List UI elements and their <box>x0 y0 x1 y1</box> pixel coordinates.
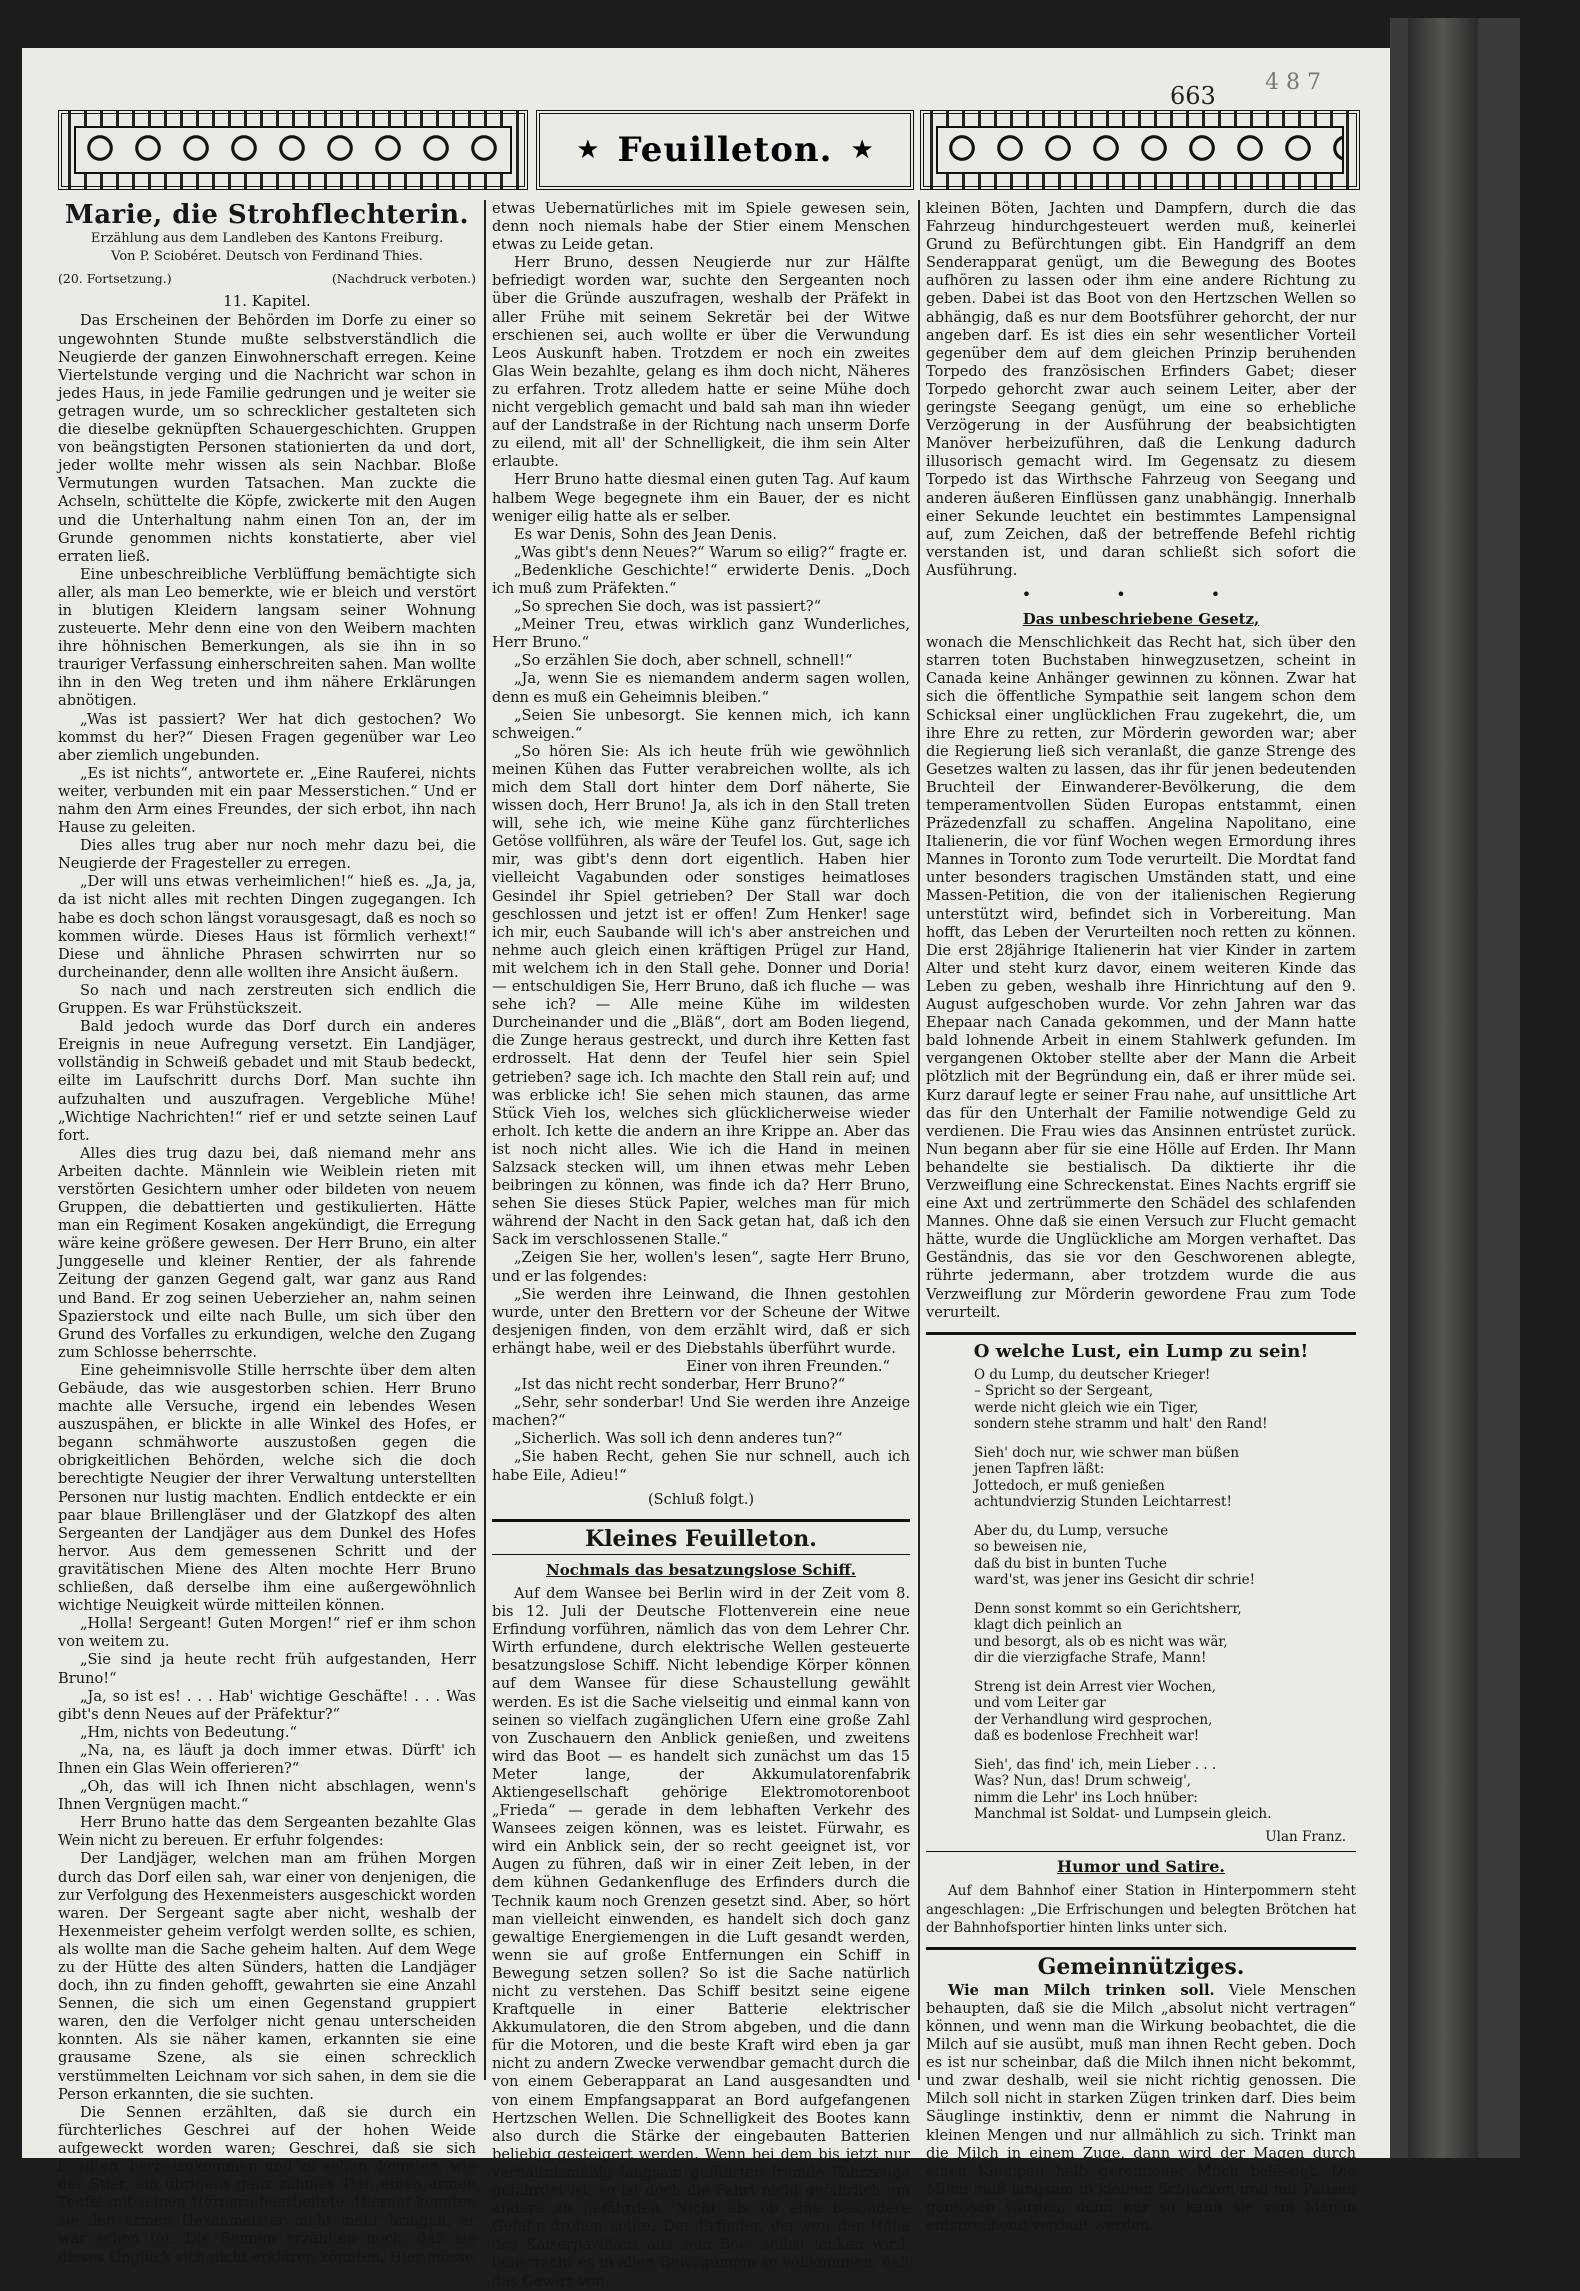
paragraph: „Hm, nichts von Bedeutung.“ <box>80 1723 297 1741</box>
poem-title: O welche Lust, ein Lump zu sein! <box>973 1340 1309 1362</box>
paragraph: „Meiner Treu, etwas wirklich ganz Wunderliches, Herr Bruno.“ <box>492 616 910 652</box>
book-spine <box>1390 18 1520 2158</box>
story-title: Marie, die Strohflechterin. <box>64 200 470 230</box>
poem-stanza <box>974 1757 1356 1823</box>
story-meta <box>58 270 476 288</box>
paragraph: „Sehr, sehr sonderbar! Und Sie werden ihre Anzeige machen?“ <box>492 1394 910 1430</box>
poem-stanza <box>974 1445 1356 1511</box>
paragraph: „Bedenkliche Geschichte!“ erwiderte Denis. „Doch ich muß zum Präfekten.“ <box>492 561 910 597</box>
column-2 <box>492 200 910 2291</box>
paragraph: „Der will uns etwas verheimlichen!“ hieß es. „Ja, ja, da ist nicht alles mit rechten Dingen zugegangen. Ich habe es doch schon längst vorausgesagt, daß es noch so kommen würde. Dieses Haus ist förmlich verhext!“ Diese und ähnliche Phrasen schwirrten nur so durcheinander, denn alle wollten ihre Ansicht äußern. <box>58 873 476 981</box>
poem-line: werde nicht gleich wie ein Tiger, <box>974 1399 1199 1416</box>
poem-line: Sieh' doch nur, wie schwer man büßen <box>974 1444 1240 1461</box>
paragraph: etwas Uebernatürliches mit im Spiele gewesen sein, denn noch niemals habe der Stier einem Menschen etwas zu Leide getan. <box>492 200 910 254</box>
poem-line: nimm die Lehr' ins Loch hnüber: <box>974 1789 1198 1806</box>
paragraph: kleinen Böten, Jachten und Dampfern, durch die das Fahrzeug hindurchgesteuert werden muß, keinerlei Grund zu Befürchtungen gibt. Ein Handgriff an dem Senderapparat genügt, um die Bewegung des Bootes aufhören zu lassen oder ihm eine andere Richtung zu geben. Dabei ist das Boot von den Hertzschen Wellen so abhängig, daß es nur dem Bootsführer gehorcht, der nur angeben darf. Es ist dies ein sehr wesentlicher Vorteil gegenüber dem auf dem gleichen Prinzip beruhenden Torpedo des französischen Erfinders Gabet; dieser Torpedo gehorcht zwar auch seinem Leiter, aber der geringste Seegang genügt, um eine so erhebliche Verzögerung in der Ausführung der beabsichtigten Manöver herbeizuführen, daß die Lenkung dadurch illusorisch gemacht wird. Im Gegensatz zu diesem Torpedo ist das Wirthsche Fahrzeug von Seegang und anderen äußeren Einflüssen ganz unabhängig. Innerhalb einer Sekunde leuchtet ein bestimmtes Lampensignal auf, zum Zeichen, daß der betreffende Befehl richtig verstanden ist, und daran schließt sich sofort die Ausführung. <box>926 200 1356 579</box>
poem-line: Jottedoch, er muß genießen <box>974 1477 1165 1494</box>
separator-dots: • • • <box>1021 584 1261 604</box>
gesetz-title: Das unbeschriebene Gesetz, <box>1022 610 1260 629</box>
gemein-lead: Wie man Milch trinken soll. <box>948 1981 1215 1999</box>
poem-line: – Spricht so der Sergeant, <box>974 1383 1154 1400</box>
paragraph: Herr Bruno hatte diesmal einen guten Tag. Auf kaum halbem Wege begegnete ihm ein Bauer, der es nicht weniger eilig hatte als er selber. <box>492 471 910 525</box>
paragraph: „Es ist nichts“, antwortete er. „Eine Rauferei, nichts weiter, verbunden mit ein paar Messerstichen.“ Und er nahm den Arm eines Freundes, der sich erbot, ihn nach Hause zu geleiten. <box>58 764 476 837</box>
poem-line: dir die vierzigfache Strafe, Mann! <box>974 1650 1207 1667</box>
poem-line: Aber du, du Lump, versuche <box>974 1522 1169 1539</box>
column-1 <box>58 200 476 2267</box>
article-title: Nochmals das besatzungslose Schiff. <box>546 1560 856 1579</box>
poem-line: daß du bist in bunten Tuche <box>974 1555 1167 1572</box>
story-byline: Von P. Sciobéret. Deutsch von Ferdinand Thies. <box>111 249 423 265</box>
star-icon: ★ <box>850 135 874 165</box>
rights-note: (Nachdruck verboten.) <box>331 271 476 287</box>
paragraph: Das Erscheinen der Behörden im Dorfe zu einer so ungewohnten Stunde mußte selbstverständlich die Neugierde der ganzen Einwohnerschaft erregen. Keine Viertelstunde verging und die Nachricht war schon in jedes Haus, in jede Familie gedrungen und je weiter sie getragen wurde, um so schrecklicher gestalteten sich die dieselbe geknüpften Schauergeschichten. Gruppen von beängstigten Personen stationierten da und dort, jeder wollte mehr wissen als sein Nachbar. Bloße Vermutungen wurden Tatsachen. Man zuckte die Achseln, schüttelte die Köpfe, zwickerte mit den Augen und die Unterhaltung nahm einen Ton an, der im Grunde genommen nichts konstatierte, aber viel erraten ließ. <box>58 312 476 565</box>
paragraph: „Sie haben Recht, gehen Sie nur schnell, auch ich habe Eile, Adieu!“ <box>492 1448 910 1484</box>
poem-line: Was? Nun, das! Drum schweig', <box>974 1773 1192 1790</box>
section-divider <box>926 1332 1356 1335</box>
column-rule <box>918 200 920 2080</box>
paragraph: „Ist das nicht recht sonderbar, Herr Bruno?“ <box>514 1376 846 1394</box>
poem-line: daß es bodenlose Frechheit war! <box>974 1728 1200 1745</box>
poem-line: Streng ist dein Arrest vier Wochen, <box>974 1678 1216 1695</box>
star-icon: ★ <box>576 135 600 165</box>
paragraph: „Seien Sie unbesorgt. Sie kennen mich, ich kann schweigen.“ <box>492 706 910 742</box>
feuilleton-header <box>58 110 1358 186</box>
paragraph: Eine unbeschreibliche Verblüffung bemächtigte sich aller, als man Leo bemerkte, wie er bleich und verstört in blutigen Kleidern langsam seiner Wohnung zusteuerte. Mehr denn eine von den Weibern machten ihre höhnischen Bemerkungen, als sie ihn in so trauriger Verfassung einherschreiten sahen. Man wollte ihn in den Weg treten und ihm nähere Erklärungen abnötigen. <box>58 565 476 710</box>
gemein-text: Viele Menschen behaupten, daß sie die Milch „absolut nicht vertragen“ können, und wenn man die Wirkung beobachtet, die die Milch auf sie ausübt, muß man ihnen Recht geben. Doch es ist nur scheinbar, daß die Milch ihnen nicht bekommt, und zwar deshalb, weil sie nicht richtig genossen. Die Milch soll nicht in starken Zügen trinken darf. Dies beim Säuglinge instinktiv, denn er nimmt die Nahrung in kleinen Mengen und nur allmählich zu sich. Trinkt man die Milch in einem Zuge, dann wird der Magen durch einen Klumpen halb geronnener Milch belästigt. Die Milch muß langsam in kleinen Schlucken und mit Pausen genossen werden, denn nur so kann sie vom Magen entsprechend verdaut werden. <box>926 1981 1357 2234</box>
paragraph: Der Landjäger, welchen man am frühen Morgen durch das Dorf eilen sah, war einer von denjenigen, die zur Verfolgung des Hexenmeisters ausgeschickt worden waren. Der Sergeant sagte aber nicht, weshalb der Hexenmeister geheim verfolgt werden sollte, es schien, als wollte man die Sache geheim halten. Auf dem Wege zu der Hütte des alten Sünders, hatten die Landjäger doch, ihn zu finden gehofft, gewahrten sie eine Anzahl Sennen, die sich um einen Gegenstand gruppiert waren, den die Verfolger nicht genau unterscheiden konnten. Als sie näher kamen, erkannten sie eine grausame Szene, als sie einen schrecklich verstümmelten Leichnam vor sich sahen, in dem sie die Person erkannten, die sie suchten. <box>58 1850 476 2103</box>
poem-line: achtundvierzig Stunden Leichtarrest! <box>974 1494 1232 1511</box>
poem-stanza <box>974 1523 1356 1589</box>
paragraph: „Sicherlich. Was soll ich denn anderes tun?“ <box>514 1430 843 1448</box>
paragraph: „So hören Sie: Als ich heute früh wie gewöhnlich meinen Kühen das Futter verabreichen wollte, als ich mich dem Stall dort hinter dem Dorf näherte, Sie wissen doch, Herr Bruno! Ja, als ich in den Stall treten will, sehe ich, wie meine Kühe ganz fürchterliches Getöse vollführen, als wäre der Teufel los. Gut, sage ich mir, was gibt's denn dort eigentlich. Haben hier vielleicht Vagabunden oder sonstiges heimatloses Gesindel ihr Spiel getrieben? Der Stall war doch geschlossen und jetzt ist er offen! Zum Henker! sage ich mir, euch Saubande will ich's aber anstreichen und nehme auch gleich einen kräftigen Prügel zur Hand, mit welchem ich in den Stall gehe. Donner und Doria! — entschuldigen Sie, Herr Bruno, daß ich fluche — was sehe ich? — Alle meine Kühe im wildesten Durcheinander und die „Bläß“, dort am Boden liegend, die Zunge heraus gestreckt, und durch ihre Ketten fast erdrosselt. Hat denn der Teufel hier sein Spiel getrieben? sage ich. Ich machte den Stall rein auf; und was erblicke ich! Sie sehen mich staunen, das arme Stück Vieh los, welches sich glücklicherweise wieder erholt. Ich kette die andern an ihre Krippe an. Aber das ist noch nicht alles. Wie ich die Hand in meinen Salzsack stecken will, um ihnen etwas mehr Leben beibringen zu können, was finde ich da? Herr Bruno, sehen Sie dieses Stück Papier, welches man für mich während der Nacht in den Sack getan hat, daß ich den Sack im verschlossenen Stalle.“ <box>492 742 910 1249</box>
chapter-heading: 11. Kapitel. <box>223 292 311 311</box>
section-divider <box>492 1519 910 1522</box>
continuation-note: (20. Fortsetzung.) <box>58 271 172 287</box>
paragraph: „Ja, wenn Sie es niemandem anderm sagen wollen, denn es muß ein Geheimnis bleiben.“ <box>492 670 910 706</box>
paragraph: „Zeigen Sie her, wollen's lesen“, sagte Herr Bruno, und er las folgendes: <box>492 1249 910 1285</box>
header-title: Feuilleton. <box>617 130 833 170</box>
paragraph: „Oh, das will ich Ihnen nicht abschlagen, wenn's Ihnen Vergnügen macht.“ <box>58 1778 476 1814</box>
kleines-feuilleton-title: Kleines Feuilleton. <box>585 1525 817 1552</box>
poem <box>926 1367 1356 1846</box>
poem-line: O du Lump, du deutscher Krieger! <box>974 1366 1211 1383</box>
poem-line: ward'st, was jener ins Gesicht dir schrie! <box>974 1572 1256 1589</box>
paragraph: „Was ist passiert? Wer hat dich gestochen? Wo kommst du her?“ Diesen Fragen gegenüber war Leo aber ziemlich ungebunden. <box>58 710 476 764</box>
ornament-right <box>920 110 1360 190</box>
ornament-left <box>58 110 528 190</box>
humor-title: Humor und Satire. <box>1057 1857 1225 1877</box>
paragraph: Es war Denis, Sohn des Jean Denis. <box>514 525 777 543</box>
poem-stanza <box>974 1601 1356 1667</box>
gemein-title: Gemeinnütziges. <box>1037 1953 1245 1980</box>
paragraph: Auf dem Wansee bei Berlin wird in der Zeit vom 8. bis 12. Juli der Deutsche Flottenverein eine neue Erfindung vorführen, nämlich das von dem Lehrer Chr. Wirth erfundene, durch elektrische Wellen gesteuerte besatzungslose Schiff. Nicht lebendige Körper können auf dem Wansee für diese Schaustellung gewählt werden. Es ist die Sache vielseitig und einmal kann von seinen so vielfach zugänglichen Ufern eine große Zahl von Zuschauern den Anblick genießen, und zweitens wird das Boot — es handelt sich zunächst um das 15 Meter lange, der Akkumulatorenfabrik Aktiengesellschaft gehörige Elektromotorenboot „Frieda“ — gerade in dem lebhaften Verkehr des Wansees zeigen können, was es leistet. Fürwahr, es wird ein Anblick sein, der so recht geeignet ist, vor Augen zu führen, daß wir in einer Zeit leben, in der dem kühnen Gedankenfluge des Erfinders durch die Technik kaum noch Grenzen gesetzt sind. Aber, so hört man vielleicht einwenden, es handelt sich doch ganz gewaltige Energiemengen in die Luft gesandt werden, wenn sie auf große Entfernungen ein Schiff in Bewegung setzen sollen? So ist die Sache natürlich nicht zu verstehen. Das Schiff besitzt seine eigene Kraftquelle in einer Batterie elektrischer Akkumulatoren, die den Strom abgeben, und die dann für die Motoren, und die beste Kraft wird eben ja gar nicht zu andern Zwecke verwendbar gemacht durch die von einem Geberapparat an Land ausgesandten und von einem Empfangsapparat an Bord aufgefangenen Hertzschen Wellen. Die Schnelligkeit des Bootes kann also durch die Stärke der eingebauten Batterien beliebig gesteigert werden. Wenn bei dem bis jetzt nur verhältnismäßig langsam geführten fremde Fahrzeuge gefährdet ist, so ist doch die Fahrt nicht gefährlich um andere zu gefährden. Nicht als ob eine besondere Gefahr drohen sollte. Der Erfinder, der von der Höhe des Kaiserpavillons aus sein Boot selbst lenken wird, beherrscht es in allen Bewegungen so vollkommen, daß das Gewirr von <box>492 1584 910 2290</box>
paragraph: „Was gibt's denn Neues?“ Warum so eilig?“ fragte er. <box>514 543 908 561</box>
page-number-faint: 4 8 7 <box>1265 70 1321 95</box>
paragraph: Herr Bruno, dessen Neugierde nur zur Hälfte befriedigt worden war, suchte den Sergeanten noch über die Gründe auszufragen, weshalb der Präfekt in aller Frühe mit seinem Sekretär bei der Witwe erschienen sei, auch wollte er über die Verwundung Leos Auskunft haben. Trotzdem er noch ein zweites Glas Wein bezahlte, gelang es ihm doch nicht, Näheres zu erfahren. Trotz alledem hatte er seine Mühe doch nicht vergeblich gemacht und bald sah man ihn wieder auf der Landstraße in der Richtung nach unserm Dorfe zu eilend, mit all' der Schnelligkeit, die ihm sein Alter erlaubte. <box>492 254 910 471</box>
poem-stanza <box>974 1367 1356 1433</box>
paragraph: „Sie sind ja heute recht früh aufgestanden, Herr Bruno!“ <box>58 1651 476 1687</box>
divider <box>492 1554 910 1555</box>
paragraph: Alles dies trug dazu bei, daß niemand mehr ans Arbeiten dachte. Männlein wie Weiblein rieten mit verstörten Gesichtern umher oder bildeten von neuem Gruppen, die debattierten und gestikulierten. Hätte man ein Regiment Kosaken angekündigt, die Erregung wäre keine größere gewesen. Der Herr Bruno, ein alter Junggeselle und kleiner Rentier, der als fahrende Zeitung der ganzen Gegend galt, war ganz aus Rand und Band. Er zog seinen Ueberzieher an, nahm seinen Spazierstock und eilte nach Bulle, um sich über den Grund des Vorfalles zu erkundigen, welche den Zugang zum Schlosse beherrschte. <box>58 1144 476 1361</box>
page-number: 663 <box>1170 82 1216 110</box>
end-note: (Schluß folgt.) <box>647 1490 755 1508</box>
paragraph: Die Sennen erzählten, daß sie durch ein fürchterliches Geschrei auf der hohen Weide aufgeweckt worden waren; Geschrei, daß sie sich beeilten, herbeizukommen und zu sehen, konnten, wie der Stier, ein übrigens ganz zahmes Tier, einen armen Teufel mit seinen Hörnern bearbeitete. Hierauf konnten sie den armen Hexenmeister nicht mehr bringen, er war schon tot. Die Sennen erzählten noch, daß sie dieses Unglück sich nicht erklären könnten. Hier müsse <box>58 2103 476 2266</box>
poem-stanza <box>974 1679 1356 1745</box>
poem-line: der Verhandlung wird gesprochen, <box>974 1711 1213 1728</box>
paragraph: Bald jedoch wurde das Dorf durch ein anderes Ereignis in neue Aufregung versetzt. Ein Landjäger, vollständig in Schweiß gebadet und mit Staub bedeckt, eilte im Laufschritt durchs Dorf. Man suchte ihn aufzuhalten und auszufragen. Vergebliche Mühe! „Wichtige Nachrichten!“ rief er und setzte seinen Lauf fort. <box>58 1018 476 1144</box>
paragraph: wonach die Menschlichkeit das Recht hat, sich über den starren toten Buchstaben hinwegzusetzen, scheint in Canada keine Anhänger gewinnen zu können. Zwar hat sich die öffentliche Sympathie seit langem schon dem Schicksal einer unglücklichen Frau zugekehrt, die, um ihre Ehre zu retten, zur Mörderin geworden war; aber die Regierung ließ sich veranlaßt, die ganze Strenge des Gesetzes walten zu lassen, das ihr für jenen bedeutenden Bruchteil der Einwanderer-Bevölkerung, die dem temperamentvollen Süden Europas entstammt, einen Präzedenzfall zu schaffen. Angelina Napolitano, eine Italienerin, die vor fünf Wochen wegen Ermordung ihres Mannes in Toronto zum Tode verurteilt. Die Mordtat fand unter besonders tragischen Umständen statt, und eine Massen-Petition, die von der italienischen Regierung unterstützt wird, befindet sich in Vorbereitung. Man hofft, das Leben der Verurteilten noch retten zu können. Die erst 28jährige Italienerin hat vier Kinder in zartem Alter und steht kurz davor, einem weiteren Kinde das Leben zu geben, weshalb ihre Hinrichtung auf den 9. August aufgeschoben wurde. Vor zehn Jahren war das Ehepaar nach Canada gekommen, und der Mann hatte bald lohnende Arbeit in einem Stahlwerk gefunden. Im vergangenen Oktober stellte aber der Mann die Arbeit plötzlich mit der Begründung ein, daß er ihrer müde sei. Kurz darauf legte er seiner Frau nahe, auf unsittliche Art das für den Unterhalt der Familie notwendige Geld zu verdienen. Die Frau wies das Ansinnen entrüstet zurück. Nun begann aber für sie eine Hölle auf Erden. Ihr Mann behandelte sie bestialisch. Da diktierte ihr die Verzweiflung eine Schreckenstat. Eines Nachts ergriff sie eine Axt und zertrümmerte den Schädel des schlafenden Mannes. Ohne daß sie einen Versuch zur Flucht gemacht hätte, wurde die Unglückliche am Morgen verhaftet. Das Geständnis, das sie vor den Geschworenen ablegte, rührte jedermann, aber trotzdem wurde die aus Verzweiflung zur Mörderin gewordene Frau zum Tode verurteilt. <box>926 634 1356 1321</box>
section-divider <box>926 1947 1356 1950</box>
poem-line: sondern stehe stramm und halt' den Rand! <box>974 1416 1268 1433</box>
story-subtitle: Erzählung aus dem Landleben des Kantons Freiburg. <box>90 231 444 247</box>
paragraph: „So erzählen Sie doch, aber schnell, schnell!“ <box>514 652 853 670</box>
poem-line: Denn sonst kommt so ein Gerichtsherr, <box>974 1600 1242 1617</box>
paragraph: So nach und nach zerstreuten sich endlich die Gruppen. Es war Frühstückszeit. <box>58 981 476 1018</box>
poem-line: jenen Tapfren läßt: <box>974 1461 1105 1478</box>
paragraph: „Holla! Sergeant! Guten Morgen!“ rief er ihm schon von weitem zu. <box>58 1615 476 1651</box>
paragraph: Eine geheimnisvolle Stille herrschte über dem alten Gebäude, das wie ausgestorben schien. Herr Bruno machte alle Versuche, irgend ein lebendes Wesen auszuspähen, er blickte in alle Winkel des Hofes, er begann schmähworte auszustoßen gegen die obrigkeitlichen Behörden, welche sich die doch berechtigte Neugier der ihrer Verwaltung unterstellten Personen nur lustig machten. Endlich entdeckte er ein paar blaue Brillengläser und der Glatzkopf des alten Sergeanten der Landjäger aus dem Dunkel des Hofes hervor. Aus dem gemessenen Schritt und der gravitätischen Miene des Alten mochte Herr Bruno schließen, daß derselbe ihm eine außergewöhnlich wichtige Neuigkeit würde mitteilen können. <box>58 1361 476 1615</box>
paragraph: „So sprechen Sie doch, was ist passiert?“ <box>514 598 822 616</box>
paragraph: „Ja, so ist es! . . . Hab' wichtige Geschäfte! . . . Was gibt's denn Neues auf der Präfektur?“ <box>58 1687 476 1723</box>
poem-line: klagt dich peinlich an <box>974 1617 1122 1634</box>
paragraph: „Na, na, es läuft ja doch immer etwas. Dürft' ich Ihnen ein Glas Wein offerieren?“ <box>58 1741 476 1777</box>
paragraph: Dies alles trug aber nur noch mehr dazu bei, die Neugierde der Fragesteller zu erregen. <box>58 837 476 873</box>
divider <box>926 1851 1356 1852</box>
column-3 <box>926 200 1356 2235</box>
paragraph: „Sie werden ihre Leinwand, die Ihnen gestohlen wurde, unter den Brettern vor der Scheune der Witwe desjenigen finden, von dem erzählt wird, daß er sich erhängt habe, weil er des Diebstahls überführt wurde. <box>492 1285 910 1357</box>
poem-line: Sieh', das find' ich, mein Lieber . . . <box>974 1756 1217 1773</box>
header-title-box <box>536 110 914 190</box>
column-rule <box>484 200 486 2080</box>
poem-line: und vom Leiter gar <box>974 1695 1106 1712</box>
paragraph: Herr Bruno hatte das dem Sergeanten bezahlte Glas Wein nicht zu bereuen. Er erfuhr folgendes: <box>58 1814 476 1850</box>
poem-line: so beweisen nie, <box>974 1539 1088 1556</box>
poem-line: Manchmal ist Soldat- und Lumpsein gleich. <box>974 1806 1272 1823</box>
letter-signature: Einer von ihren Freunden.“ <box>686 1358 890 1375</box>
paragraph: Auf dem Bahnhof einer Station in Hinterpommern steht angeschlagen: „Die Erfrischungen und belegten Brötchen hat der Bahnhofsportier hinten links unter sich. <box>926 1883 1356 1936</box>
poem-author: Ulan Franz. <box>1265 1828 1346 1845</box>
poem-line: und besorgt, als ob es nicht was wär, <box>974 1633 1228 1650</box>
